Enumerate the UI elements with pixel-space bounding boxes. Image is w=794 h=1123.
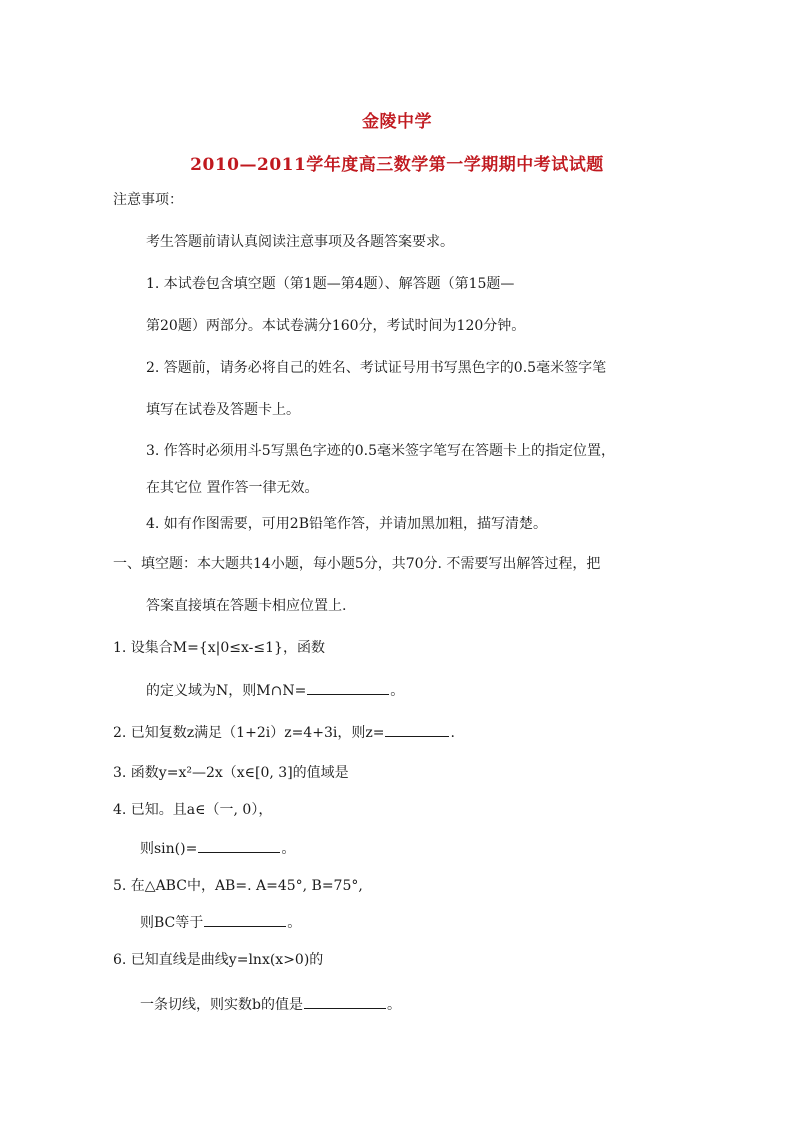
notes-item-1-line-2: 第20题）两部分。本试卷满分160分，考试时间为120分钟。 xyxy=(146,318,526,334)
question-1-line-1: 1. 设集合M={x|0≤x-≤1}，函数 xyxy=(113,640,325,656)
exam-title: 2010—2011学年度高三数学第一学期期中考试试题 xyxy=(190,155,604,175)
question-2-text: 2. 已知复数z满足（1+2i）z=4+3i，则z= xyxy=(113,725,385,741)
question-2-end: . xyxy=(450,725,455,741)
question-4-line-2 xyxy=(140,838,295,859)
notes-item-4: 4. 如有作图需要，可用2B铅笔作答，并请加黑加粗，描写清楚。 xyxy=(146,516,548,532)
answer-blank xyxy=(385,722,449,737)
notes-heading: 注意事项： xyxy=(113,192,183,208)
question-3: 3. 函数y=x²—2x（x∈[0, 3]的值域是 xyxy=(113,765,349,781)
question-2 xyxy=(113,722,455,743)
notes-intro: 考生答题前请认真阅读注意事项及各题答案要求。 xyxy=(146,234,454,250)
section-1-heading-line-2: 答案直接填在答题卡相应位置上. xyxy=(146,598,347,614)
notes-item-1-line-1: 1. 本试卷包含填空题（第1题—第4题）、解答题（第15题— xyxy=(146,276,515,292)
question-5-end: 。 xyxy=(287,915,302,931)
question-6-line-2 xyxy=(140,994,401,1015)
notes-item-3-line-1: 3. 作答时必须用斗5写黑色字迹的0.5毫米签字笔写在答题卡上的指定位置， xyxy=(146,443,615,459)
notes-item-2-line-2: 填写在试卷及答题卡上。 xyxy=(146,402,300,418)
question-5-text: 则BC等于 xyxy=(140,915,204,931)
question-1-text: 的定义域为N，则M∩N= xyxy=(146,683,307,699)
question-4-end: 。 xyxy=(281,841,296,857)
question-6-line-1: 6. 已知直线是曲线y=lnx(x>0)的 xyxy=(113,952,324,968)
notes-item-2-line-1: 2. 答题前，请务必将自己的姓名、考试证号用书写黑色字的0.5毫米签字笔 xyxy=(146,360,607,376)
question-5-line-1: 5. 在△ABC中，AB=. A=45°, B=75°, xyxy=(113,878,363,894)
question-1-end: 。 xyxy=(390,683,405,699)
question-6-end: 。 xyxy=(386,997,401,1013)
answer-blank xyxy=(204,912,286,927)
answer-blank xyxy=(304,994,386,1009)
question-5-line-2 xyxy=(140,912,301,933)
answer-blank xyxy=(198,838,280,853)
question-4-line-1: 4. 已知。且a∈（一, 0）， xyxy=(113,802,273,818)
notes-item-3-line-2: 在其它位 置作答一律无效。 xyxy=(146,480,319,496)
answer-blank xyxy=(307,680,389,695)
section-1-heading-line-1: 一、填空题：本大题共14小题，每小题5分，共70分. 不需要写出解答过程，把 xyxy=(113,556,601,572)
question-1-line-2 xyxy=(146,680,404,701)
question-6-text: 一条切线，则实数b的值是 xyxy=(140,997,303,1013)
question-4-text: 则sin()= xyxy=(140,841,198,857)
school-name: 金陵中学 xyxy=(362,112,432,132)
